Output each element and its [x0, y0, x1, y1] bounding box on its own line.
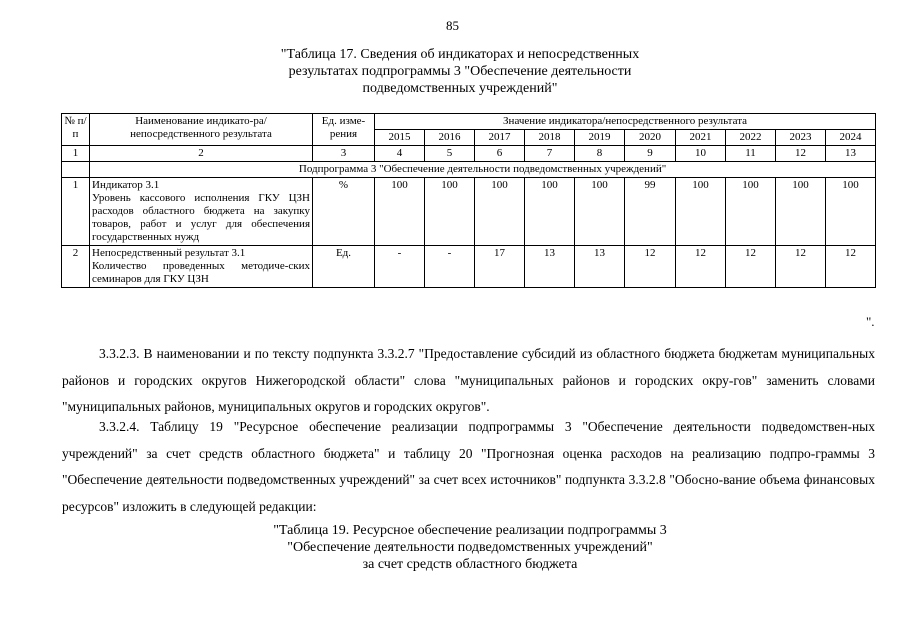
value-cell: 13 — [525, 246, 575, 288]
table17-closing-quote: ". — [866, 314, 875, 329]
col-number-cell: 4 — [375, 146, 425, 162]
row-name-cell — [90, 246, 313, 288]
table-header-row — [62, 114, 876, 130]
col-number-cell: 5 — [425, 146, 475, 162]
col-number-cell: 7 — [525, 146, 575, 162]
value-cell: 100 — [575, 178, 625, 246]
col-number-cell: 10 — [676, 146, 726, 162]
table17-title-line: результатах подпрограммы 3 "Обеспечение деятельности — [288, 64, 632, 79]
col-number-cell: 11 — [726, 146, 776, 162]
value-cell: - — [375, 246, 425, 288]
table19-title-line: "Обеспечение деятельности подведомственных учреждений" — [287, 540, 653, 555]
col-number-cell: 6 — [475, 146, 525, 162]
value-cell: 99 — [625, 178, 676, 246]
value-cell: 100 — [525, 178, 575, 246]
year-cell: 2019 — [575, 130, 625, 146]
row-num: 2 — [62, 246, 90, 288]
row-title: Индикатор 3.1 — [92, 179, 160, 191]
year-cell: 2024 — [826, 130, 876, 146]
subprogram-empty-cell — [62, 162, 90, 178]
col-number-cell: 2 — [90, 146, 313, 162]
value-cell: 100 — [676, 178, 726, 246]
year-cell: 2023 — [776, 130, 826, 146]
header-value-group: Значение индикатора/непосредственного результата — [375, 114, 876, 130]
table19-title-line: за счет средств областного бюджета — [362, 557, 578, 572]
value-cell: 17 — [475, 246, 525, 288]
col-number-cell: 3 — [313, 146, 375, 162]
value-cell: 12 — [625, 246, 676, 288]
year-cell: 2020 — [625, 130, 676, 146]
year-cell: 2015 — [375, 130, 425, 146]
table17-title-line: подведомственных учреждений" — [362, 81, 558, 96]
col-number-cell: 12 — [776, 146, 826, 162]
row-description: Количество проведенных методиче-ских семинаров для ГКУ ЦЗН — [92, 260, 310, 285]
col-number-cell: 8 — [575, 146, 625, 162]
col-number-cell: 13 — [826, 146, 876, 162]
year-cell: 2021 — [676, 130, 726, 146]
year-cell: 2018 — [525, 130, 575, 146]
table-row — [62, 246, 876, 288]
value-cell: 100 — [826, 178, 876, 246]
row-description: Уровень кассового исполнения ГКУ ЦЗН расходов областного бюджета на закупку товаров, работ и услуг для обеспечения государственных нужд — [92, 192, 310, 243]
value-cell: 100 — [726, 178, 776, 246]
value-cell: 100 — [375, 178, 425, 246]
row-num: 1 — [62, 178, 90, 246]
value-cell: 13 — [575, 246, 625, 288]
paragraph-3-3-2-4: 3.3.2.4. Таблицу 19 "Ресурсное обеспечение реализации подпрограммы 3 "Обеспечение деятельности подведомствен-ных учреждений" за счет средств областного бюджета" и таблицу 20 "Прогнозная оценка расходов на реализацию подпро-граммы 3 "Обеспечение деятельности подведомственных учреждений" за счет всех источников" подпункта 3.3.2.8 "Обосно-вание объема финансовых ресурсов" изложить в следующей редакции: — [62, 419, 875, 514]
value-cell: 12 — [776, 246, 826, 288]
row-unit: Ед. — [313, 246, 375, 288]
row-unit: % — [313, 178, 375, 246]
row-title: Непосредственный результат 3.1 — [92, 247, 246, 259]
year-cell: 2017 — [475, 130, 525, 146]
header-name: Наименование индикато-ра/непосредственного результата — [90, 114, 313, 146]
col-number-cell: 1 — [62, 146, 90, 162]
value-cell: 12 — [726, 246, 776, 288]
indicators-table — [61, 113, 876, 288]
column-number-row — [62, 146, 876, 162]
subprogram-row — [62, 162, 876, 178]
col-number-cell: 9 — [625, 146, 676, 162]
table17-title — [240, 46, 680, 97]
year-cell: 2022 — [726, 130, 776, 146]
year-cell: 2016 — [425, 130, 475, 146]
row-name-cell — [90, 178, 313, 246]
value-cell: 12 — [676, 246, 726, 288]
header-unit: Ед. изме-рения — [313, 114, 375, 146]
value-cell: 100 — [425, 178, 475, 246]
value-cell: 100 — [475, 178, 525, 246]
table17-title-line: "Таблица 17. Сведения об индикаторах и непосредственных — [280, 47, 640, 62]
header-num: № п/п — [62, 114, 90, 146]
value-cell: 12 — [826, 246, 876, 288]
page-number: 85 — [446, 18, 459, 33]
table19-title — [200, 522, 740, 573]
value-cell: - — [425, 246, 475, 288]
value-cell: 100 — [776, 178, 826, 246]
table-row — [62, 178, 876, 246]
subprogram-title: Подпрограмма 3 "Обеспечение деятельности подведомственных учреждений" — [90, 162, 876, 178]
table19-title-line: "Таблица 19. Ресурсное обеспечение реализации подпрограммы 3 — [273, 523, 667, 538]
paragraph-3-3-2-3: 3.3.2.3. В наименовании и по тексту подпункта 3.3.2.7 "Предоставление субсидий из областного бюджета бюджетам муниципальных районов и городских округов Нижегородской области" слова "муниципальных районов и городских окру-гов" заменить словами "муниципальных районов, муниципальных округов и городских округов". — [62, 346, 875, 414]
